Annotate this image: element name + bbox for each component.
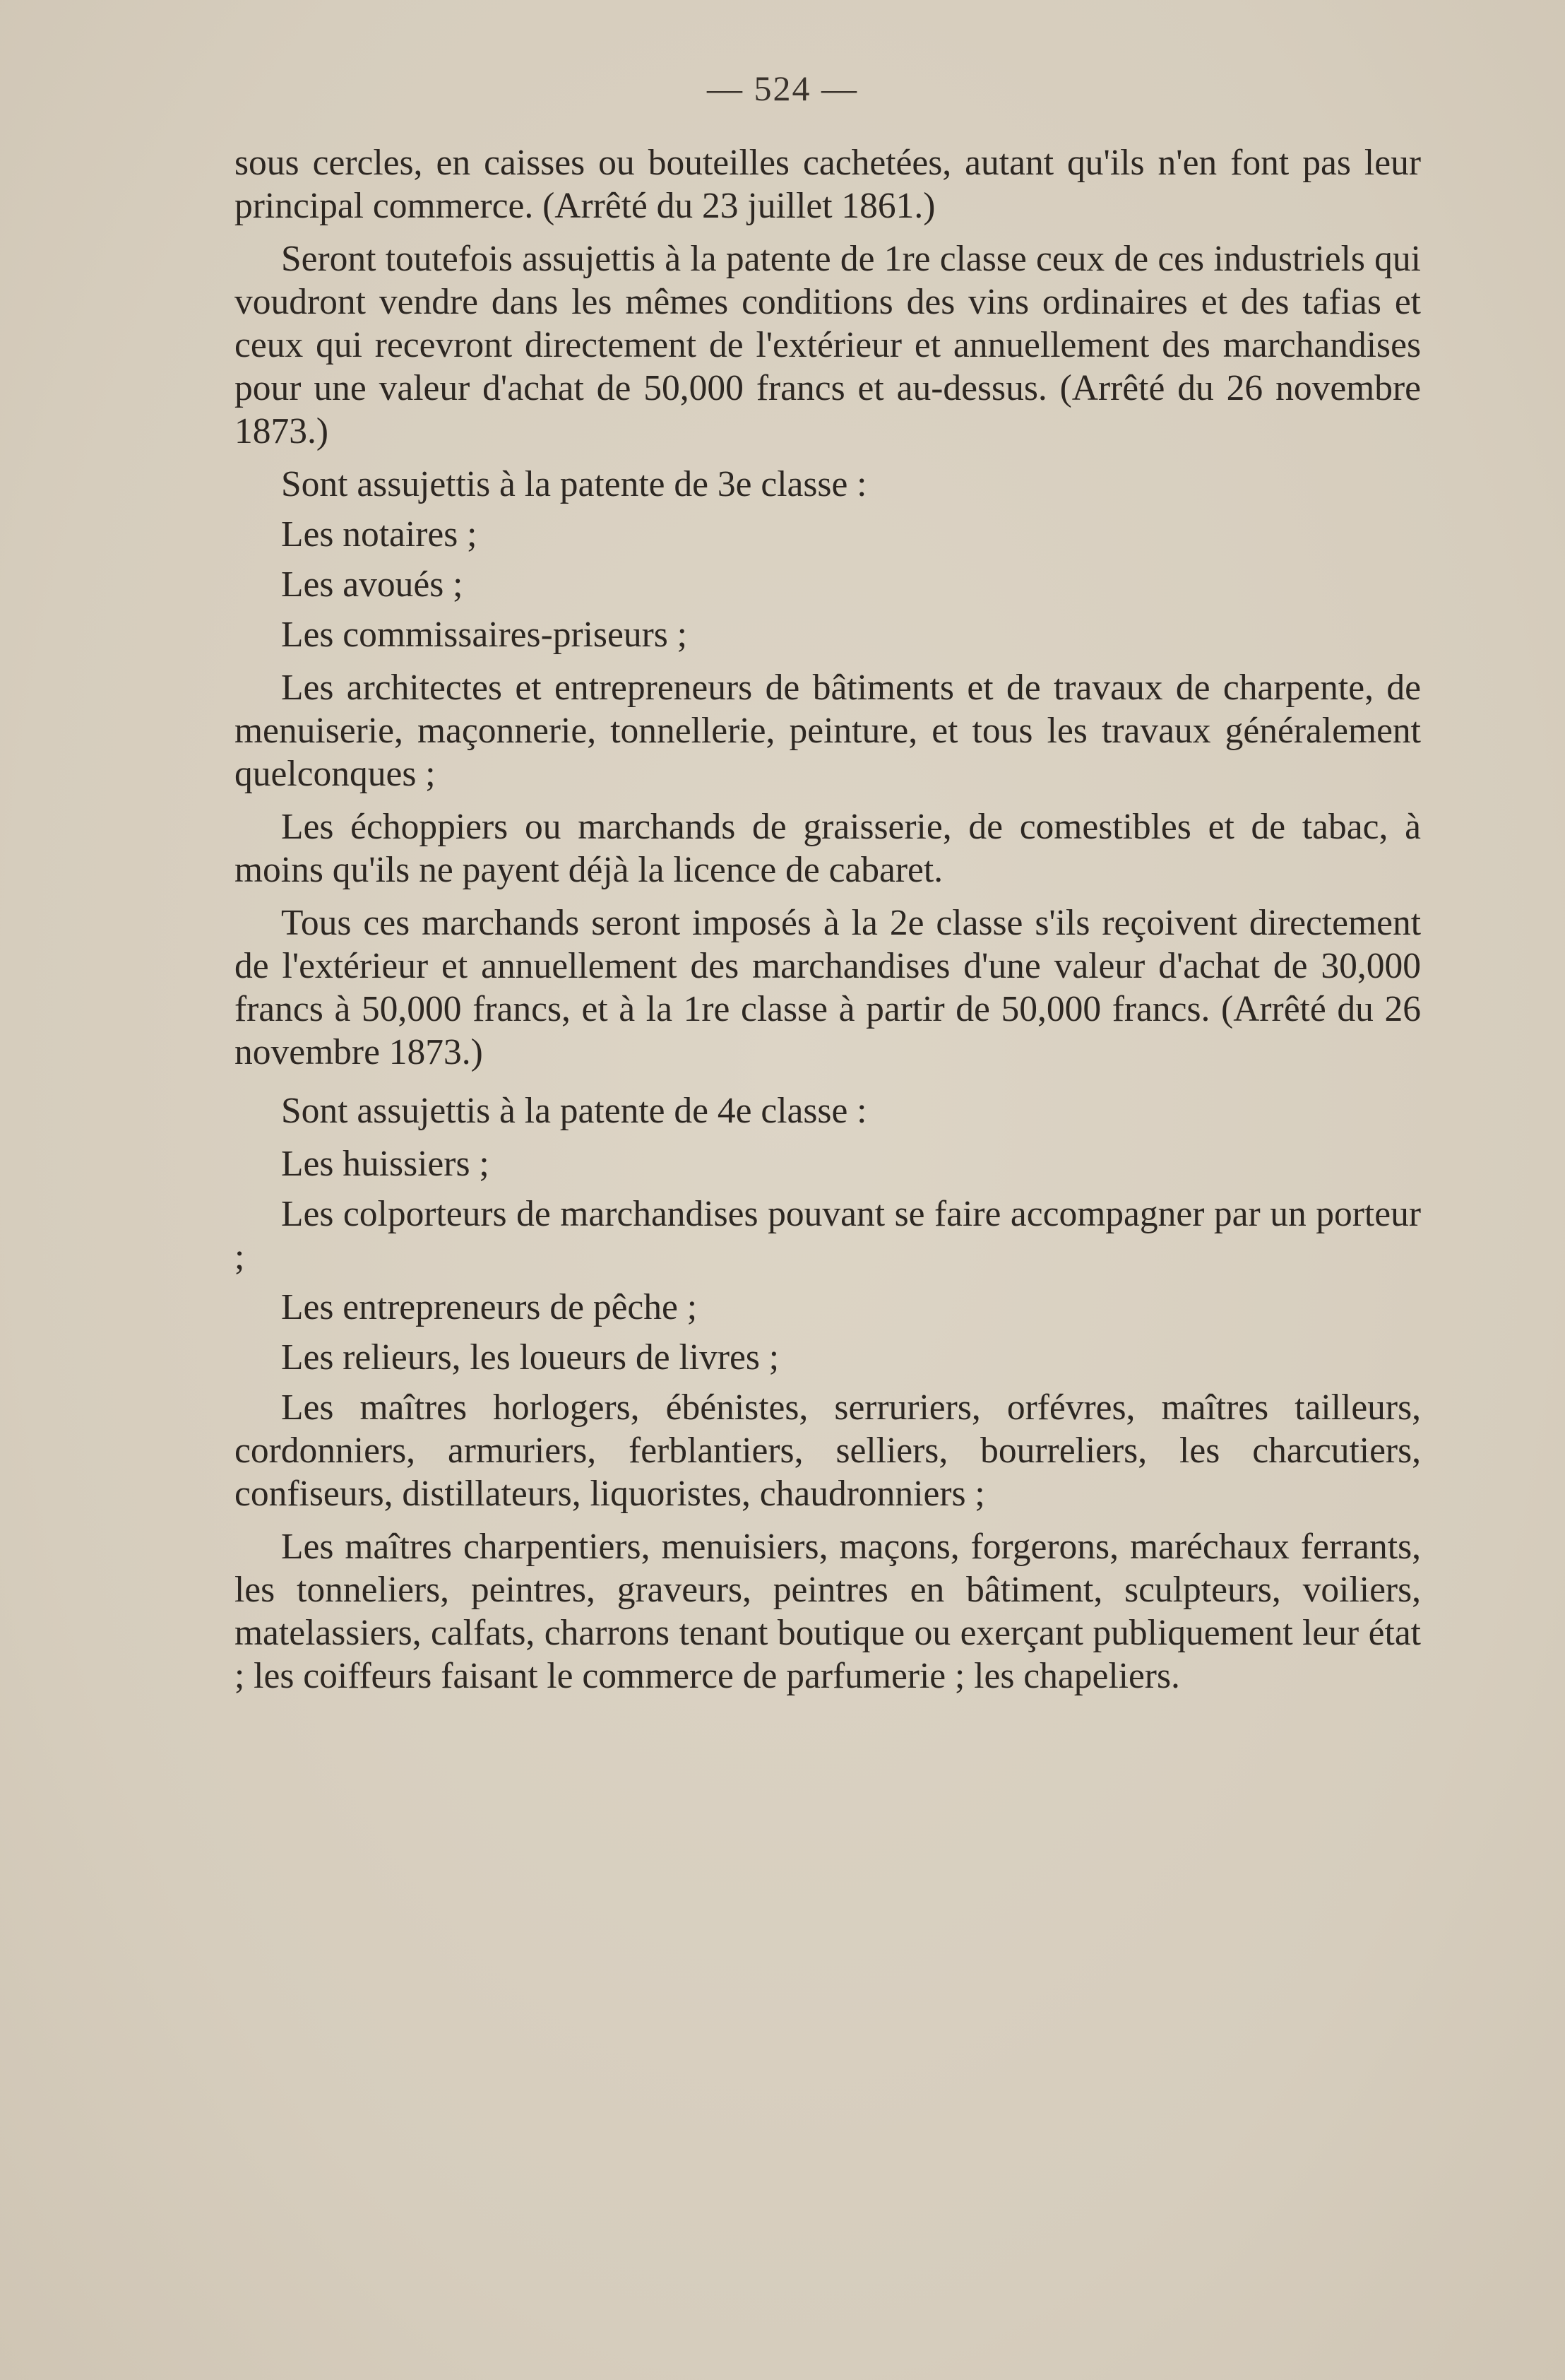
heading-third-class: Sont assujettis à la patente de 3e classe :: [281, 464, 867, 504]
list-item: Les colporteurs de marchandises pouvant se faire accompagner par un porteur ;: [234, 1194, 1421, 1277]
list-item: Les maîtres horlogers, ébénistes, serruriers, orfévres, maîtres tailleurs, cordonniers, armuriers, ferblantiers, selliers, bourreliers, les charcutiers, confiseurs, distillateurs, liquoristes, chaudronniers ;: [234, 1387, 1421, 1514]
list-item: Les entrepreneurs de pêche ;: [281, 1287, 698, 1327]
paragraph-first-class: Seront toutefois assujettis à la patente de 1re classe ceux de ces industriels qui voudront vendre dans les mêmes conditions des vins ordinaires et des tafias et ceux qui recevront directement de l'extérieur et annuellement des marchandises pour une valeur d'achat de 50,000 francs et au-dessus. (Arrêté du 26 novembre 1873.): [234, 239, 1421, 451]
list-item: Les architectes et entrepreneurs de bâtiments et de travaux de charpente, de menuiserie, maçonnerie, tonnellerie, peinture, et tous les travaux généralement quelconques ;: [234, 668, 1421, 794]
paragraph-second-class: Tous ces marchands seront imposés à la 2e classe s'ils reçoivent directement de l'extérieur et annuellement des marchandises d'une valeur d'achat de 30,000 francs à 50,000 francs, et à la 1re classe à partir de 50,000 francs. (Arrêté du 26 novembre 1873.): [234, 903, 1421, 1072]
list-item: Les échoppiers ou marchands de graisserie, de comestibles et de tabac, à moins qu'ils ne payent déjà la licence de cabaret.: [234, 807, 1421, 890]
paragraph-continuation: sous cercles, en caisses ou bouteilles cachetées, autant qu'ils n'en font pas leur principal commerce. (Arrêté du 23 juillet 1861.): [234, 143, 1421, 226]
list-item: Les huissiers ;: [281, 1144, 489, 1184]
body-text: [234, 141, 1421, 1698]
list-item: Les avoués ;: [281, 564, 463, 605]
heading-fourth-class: Sont assujettis à la patente de 4e classe :: [281, 1091, 867, 1131]
list-item: Les commissaires-priseurs ;: [281, 615, 687, 655]
list-item: Les maîtres charpentiers, menuisiers, maçons, forgerons, maréchaux ferrants, les tonneliers, peintres, graveurs, peintres en bâtiment, sculpteurs, voiliers, matelassiers, calfats, charrons tenant boutique ou exerçant publiquement leur état ; les coiffeurs faisant le commerce de parfumerie ; les chapeliers.: [234, 1527, 1421, 1696]
list-item: Les relieurs, les loueurs de livres ;: [281, 1337, 780, 1378]
page-number: — 524 —: [707, 69, 858, 108]
list-item: Les notaires ;: [281, 514, 477, 555]
